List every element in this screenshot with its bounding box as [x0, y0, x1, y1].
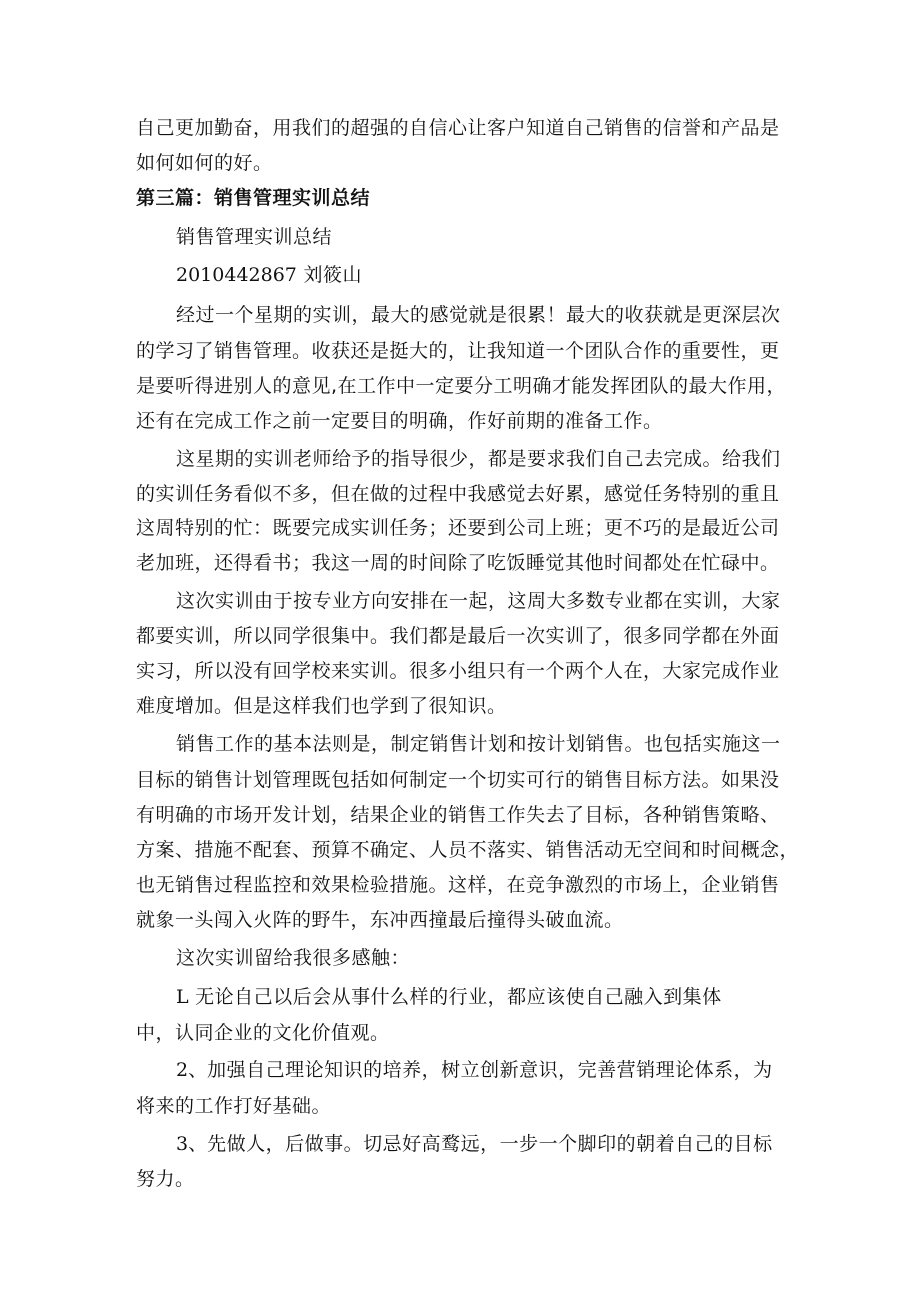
paragraph-line: 难度增加。但是这样我们也学到了很知识。 — [136, 695, 507, 717]
author-line — [176, 262, 362, 288]
author-name: 刘筱山 — [303, 264, 362, 286]
paragraph-line: 还有在完成工作之前一定要目的明确，作好前期的准备工作。 — [136, 410, 663, 432]
list-item-continuation: 努力。 — [136, 1168, 195, 1190]
paragraph-line: 有明确的市场开发计划，结果企业的销售工作失去了目标，各种销售策略、 — [136, 804, 780, 826]
paragraph-line: 这星期的实训老师给予的指导很少，都是要求我们自己去完成。给我们 — [176, 448, 781, 470]
doc-title: 销售管理实训总结 — [176, 226, 333, 248]
list-item-text: 加强自己理论知识的培养，树立创新意识，完善营销理论体系，为 — [207, 1059, 773, 1081]
paragraph-line: 就象一头闯入火阵的野牛，东冲西撞最后撞得头破血流。 — [136, 909, 624, 931]
paragraph-line: 都要实训，所以同学很集中。我们都是最后一次实训了，很多同学都在外面 — [136, 625, 780, 647]
list-item-text: 先做人，后做事。切忌好高鹜远，一步一个脚印的朝着自己的目标 — [207, 1133, 773, 1155]
paragraph-line: 目标的销售计划管理既包括如何制定一个切实可行的销售目标方法。如果没 — [136, 769, 780, 791]
author-id: 2010442867 — [176, 264, 297, 286]
paragraph-line: 也无销售过程监控和效果检验措施。这样，在竞争激烈的市场上，企业销售 — [136, 874, 780, 896]
list-marker: L — [176, 986, 189, 1008]
paragraph-line: 经过一个星期的实训，最大的感觉就是很累！最大的收获就是更深层次 — [176, 304, 781, 326]
paragraph-line: 的实训任务看似不多，但在做的过程中我感觉去好累，感觉任务特别的重且 — [136, 483, 780, 505]
list-item-text: 无论自己以后会从事什么样的行业，都应该使自己融入到集体 — [195, 986, 722, 1008]
list-item — [176, 1131, 773, 1157]
paragraph-line: 老加班，还得看书；我这一周的时间除了吃饭睡觉其他时间都处在忙碌中。 — [136, 552, 780, 574]
paragraph-line: 的学习了销售管理。收获还是挺大的，让我知道一个团队合作的重要性，更 — [136, 340, 780, 362]
paragraph-line: 实习，所以没有回学校来实训。很多小组只有一个两个人在，大家完成作业 — [136, 660, 780, 682]
text-line: 自己更加勤奋，用我们的超强的自信心让客户知道自己销售的信誉和产品是 — [136, 117, 780, 139]
paragraph-line: 销售工作的基本法则是，制定销售计划和按计划销售。也包括实施这一 — [176, 733, 781, 755]
list-item — [176, 1057, 773, 1083]
paragraph-line: 方案、措施不配套、预算不确定、人员不落实、销售活动无空间和时间概念， — [136, 839, 800, 861]
section-heading: 第三篇：销售管理实训总结 — [136, 187, 371, 209]
paragraph-line: 这次实训留给我很多感触： — [176, 947, 411, 969]
list-item-continuation: 中，认同企业的文化价值观。 — [136, 1022, 390, 1044]
list-item-continuation: 将来的工作打好基础。 — [136, 1095, 332, 1117]
list-marker: 3、 — [176, 1133, 208, 1155]
list-item — [176, 984, 722, 1010]
paragraph-line: 这周特别的忙：既要完成实训任务；还要到公司上班；更不巧的是最近公司 — [136, 517, 780, 539]
paragraph-line: 是要听得进别人的意见,在工作中一定要分工明确才能发挥团队的最大作用， — [136, 375, 787, 397]
paragraph-line: 这次实训由于按专业方向安排在一起，这周大多数专业都在实训，大家 — [176, 590, 781, 612]
text-line: 如何如何的好。 — [136, 152, 273, 174]
list-marker: 2、 — [176, 1059, 208, 1081]
